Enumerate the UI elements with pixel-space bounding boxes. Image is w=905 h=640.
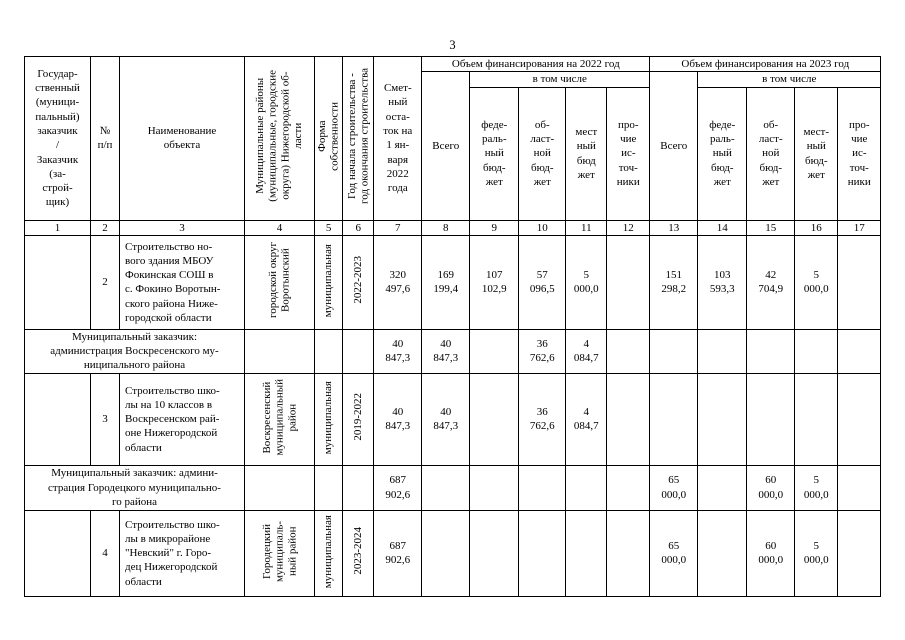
value-reg-2022 <box>519 465 566 510</box>
col-number: 11 <box>566 220 607 235</box>
value-reg-2022: 36 762,6 <box>519 373 566 465</box>
value-oth-2022 <box>607 465 650 510</box>
value-loc-2023 <box>795 329 838 373</box>
header-reg-2022: об- ласт- ной бюд- жет <box>519 87 566 220</box>
value-reg-2023 <box>747 373 795 465</box>
value-fed-2022: 107 102,9 <box>470 235 519 329</box>
row-years-cell <box>343 235 374 329</box>
value-loc-2022 <box>566 510 607 596</box>
row-district: Воскресенский муниципальный район <box>260 378 298 456</box>
empty-cell <box>315 465 343 510</box>
value-total-2022: 40 847,3 <box>422 329 470 373</box>
financing-table <box>24 56 881 597</box>
value-fed-2022 <box>470 465 519 510</box>
value-oth-2023 <box>838 329 881 373</box>
row-district: Городецкий муниципаль- ный район <box>260 520 298 582</box>
value-loc-2022 <box>566 465 607 510</box>
col-number: 7 <box>374 220 422 235</box>
value-total-2022 <box>422 465 470 510</box>
header-ownership: Форма собственности <box>316 101 341 171</box>
col-number: 4 <box>245 220 315 235</box>
value-oth-2023 <box>838 510 881 596</box>
col-number: 6 <box>343 220 374 235</box>
header-years-cell <box>343 57 374 221</box>
row-years: 2023-2024 <box>351 527 364 575</box>
value-total-2022: 40 847,3 <box>422 373 470 465</box>
value-oth-2023 <box>838 373 881 465</box>
value-total-2023: 65 000,0 <box>650 510 698 596</box>
header-total-2022: Всего <box>422 72 470 220</box>
row-district-cell <box>245 510 315 596</box>
header-incl-2023: в том числе <box>698 72 881 87</box>
row-ownership-cell <box>315 510 343 596</box>
value-reg-2023: 60 000,0 <box>747 465 795 510</box>
col-number: 8 <box>422 220 470 235</box>
value-oth-2023 <box>838 465 881 510</box>
header-estimate: Смет- ный оста- ток на 1 ян- варя 2022 года <box>374 57 422 221</box>
row-years-cell <box>343 510 374 596</box>
value-fed-2022 <box>470 373 519 465</box>
row-customer <box>25 510 91 596</box>
header-fed-2023: феде- раль- ный бюд- жет <box>698 87 747 220</box>
value-estimate: 687 902,6 <box>374 510 422 596</box>
header-object-name: Наименование объекта <box>120 57 245 221</box>
value-loc-2023: 5 000,0 <box>795 510 838 596</box>
col-number: 15 <box>747 220 795 235</box>
col-number: 14 <box>698 220 747 235</box>
value-fed-2023: 103 593,3 <box>698 235 747 329</box>
header-incl-2022: в том числе <box>470 72 650 87</box>
row-number: 2 <box>91 235 120 329</box>
header-reg-2023: об- ласт- ной бюд- жет <box>747 87 795 220</box>
header-total-2023: Всего <box>650 72 698 220</box>
table-row <box>25 465 881 510</box>
table-row <box>25 510 881 596</box>
value-fed-2023 <box>698 373 747 465</box>
col-number: 16 <box>795 220 838 235</box>
header-years: Год начала строительства - год окончания строительства <box>345 68 371 205</box>
header-oth-2022: про- чие ис- точ- ники <box>607 87 650 220</box>
header-loc-2022: мест ный бюд жет <box>566 87 607 220</box>
value-loc-2022: 5 000,0 <box>566 235 607 329</box>
value-reg-2022: 36 762,6 <box>519 329 566 373</box>
row-years: 2022-2023 <box>351 256 364 305</box>
table-row <box>25 235 881 329</box>
value-oth-2022 <box>607 373 650 465</box>
customer-label: Муниципальный заказчик: админи- страция Городецкого муниципально- го района <box>25 465 245 510</box>
value-fed-2023 <box>698 465 747 510</box>
table-row <box>25 329 881 373</box>
value-total-2023: 151 298,2 <box>650 235 698 329</box>
empty-cell <box>315 329 343 373</box>
row-district-cell <box>245 235 315 329</box>
value-loc-2022: 4 084,7 <box>566 329 607 373</box>
value-estimate: 40 847,3 <box>374 329 422 373</box>
empty-cell <box>245 329 315 373</box>
empty-cell <box>245 465 315 510</box>
col-number: 2 <box>91 220 120 235</box>
row-years: 2019-2022 <box>351 393 364 441</box>
value-reg-2023: 42 704,9 <box>747 235 795 329</box>
page-number: 3 <box>449 38 456 52</box>
value-reg-2023 <box>747 329 795 373</box>
table-row <box>25 373 881 465</box>
value-fed-2022 <box>470 329 519 373</box>
value-estimate: 320 497,6 <box>374 235 422 329</box>
value-loc-2022: 4 084,7 <box>566 373 607 465</box>
row-customer <box>25 235 91 329</box>
row-ownership-cell <box>315 235 343 329</box>
header-loc-2023: мест- ный бюд- жет <box>795 87 838 220</box>
value-reg-2023: 60 000,0 <box>747 510 795 596</box>
row-ownership: муниципальная <box>322 514 335 588</box>
col-number: 12 <box>607 220 650 235</box>
value-oth-2022 <box>607 235 650 329</box>
header-district: Муниципальные районы (муниципальные, городские округа) Нижегородской об- ласти <box>254 70 305 202</box>
empty-cell <box>343 465 374 510</box>
header-customer: Государ- ственный (муници- пальный) заказчик / Заказчик (за- строй- щик) <box>25 57 91 221</box>
value-estimate: 687 902,6 <box>374 465 422 510</box>
value-oth-2023 <box>838 235 881 329</box>
header-ownership-cell <box>315 57 343 221</box>
row-ownership: муниципальная <box>322 380 335 454</box>
row-object-name: Строительство но- вого здания МБОУ Фокинская СОШ в с. Фокино Воротын- ского района Ниже- городской области <box>120 235 245 329</box>
empty-cell <box>343 329 374 373</box>
value-fed-2023 <box>698 510 747 596</box>
row-object-name: Строительство шко- лы в микрорайоне "Невский" г. Горо- дец Нижегородской области <box>120 510 245 596</box>
row-years-cell <box>343 373 374 465</box>
value-oth-2022 <box>607 329 650 373</box>
customer-label: Муниципальный заказчик: администрация Воскресенского му- ниципального района <box>25 329 245 373</box>
row-ownership: муниципальная <box>322 243 335 317</box>
col-number: 3 <box>120 220 245 235</box>
value-loc-2023 <box>795 373 838 465</box>
header-number: № п/п <box>91 57 120 221</box>
value-loc-2023: 5 000,0 <box>795 235 838 329</box>
header-fin-2023: Объем финансирования на 2023 год <box>650 57 881 72</box>
value-oth-2022 <box>607 510 650 596</box>
row-ownership-cell <box>315 373 343 465</box>
value-total-2023 <box>650 373 698 465</box>
value-total-2023: 65 000,0 <box>650 465 698 510</box>
row-district-cell <box>245 373 315 465</box>
value-loc-2023: 5 000,0 <box>795 465 838 510</box>
col-number: 17 <box>838 220 881 235</box>
value-reg-2022 <box>519 510 566 596</box>
col-number: 9 <box>470 220 519 235</box>
value-reg-2022: 57 096,5 <box>519 235 566 329</box>
row-district: городской округ Воротынский <box>266 242 292 319</box>
col-number: 10 <box>519 220 566 235</box>
value-fed-2023 <box>698 329 747 373</box>
header-district-cell <box>245 57 315 221</box>
row-number: 4 <box>91 510 120 596</box>
value-total-2022: 169 199,4 <box>422 235 470 329</box>
row-number: 3 <box>91 373 120 465</box>
value-total-2023 <box>650 329 698 373</box>
row-customer <box>25 373 91 465</box>
header-oth-2023: про- чие ис- точ- ники <box>838 87 881 220</box>
col-number: 13 <box>650 220 698 235</box>
col-number: 5 <box>315 220 343 235</box>
header-fed-2022: федe- раль- ный бюд- жет <box>470 87 519 220</box>
col-number: 1 <box>25 220 91 235</box>
row-object-name: Строительство шко- лы на 10 классов в Воскресенском рай- оне Нижегородской области <box>120 373 245 465</box>
header-fin-2022: Объем финансирования на 2022 год <box>422 57 650 72</box>
value-fed-2022 <box>470 510 519 596</box>
value-total-2022 <box>422 510 470 596</box>
value-estimate: 40 847,3 <box>374 373 422 465</box>
